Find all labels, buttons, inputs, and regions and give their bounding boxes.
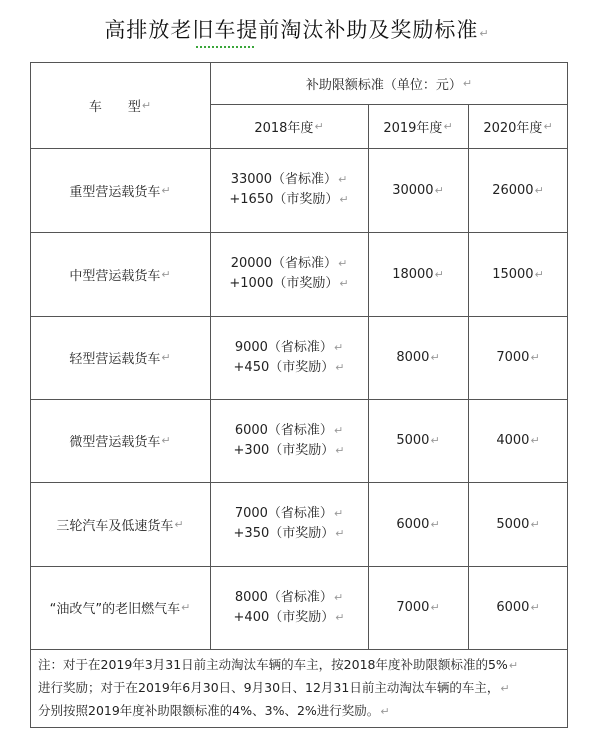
city-reward — [229, 274, 348, 294]
row-vehicle-type — [30, 566, 210, 649]
header-year-2019 — [368, 104, 468, 148]
row-subsidy-2019 — [368, 148, 468, 232]
row-subsidy-2018 — [210, 316, 368, 399]
city-reward-text: +400（市奖励） — [233, 609, 335, 625]
paragraph-mark: ↵ — [335, 610, 345, 624]
subsidy-table — [30, 62, 568, 728]
paragraph-mark: ↵ — [141, 98, 152, 112]
provincial-standard-text: 7000（省标准） — [234, 506, 333, 521]
header-subsidy-group — [210, 62, 568, 104]
header-year-2020-text: 2020年度 — [483, 120, 543, 136]
paragraph-mark: ↵ — [161, 434, 171, 447]
footnote-line — [38, 677, 562, 700]
vehicle-type-text: 轻型营运载货车 — [69, 352, 161, 367]
city-reward-text: +1650（市奖励） — [229, 192, 339, 207]
paragraph-mark: ↵ — [434, 183, 444, 197]
paragraph-mark: ↵ — [530, 434, 540, 447]
paragraph-mark: ↵ — [508, 659, 519, 672]
city-reward-text: +1000（市奖励） — [229, 276, 339, 291]
provincial-standard-text: 33000（省标准） — [230, 172, 338, 187]
paragraph-mark: ↵ — [543, 119, 553, 133]
paragraph-mark: ↵ — [479, 27, 490, 40]
subsidy-2020-text: 26000 — [492, 182, 534, 198]
city-reward-text: +350（市奖励） — [233, 526, 335, 541]
paragraph-mark: ↵ — [335, 527, 345, 540]
row-divider — [30, 649, 568, 650]
footnote-text: 进行奖励；对于在2019年6月30日、9月30日、12月31日前主动淘汰车辆的车主， — [38, 680, 500, 695]
paragraph-mark: ↵ — [430, 434, 440, 447]
paragraph-mark: ↵ — [534, 267, 544, 281]
header-year-2018 — [210, 104, 368, 148]
provincial-standard-text: 6000（省标准） — [234, 422, 333, 438]
header-year-2018-text: 2018年度 — [254, 120, 314, 136]
row-vehicle-type — [30, 399, 210, 482]
subsidy-2019-text: 6000 — [396, 516, 430, 532]
paragraph-mark: ↵ — [335, 443, 345, 457]
paragraph-mark: ↵ — [333, 423, 344, 437]
row-subsidy-2019 — [368, 399, 468, 482]
paragraph-mark: ↵ — [534, 183, 544, 197]
subsidy-2019-text: 8000 — [396, 350, 430, 365]
vehicle-type-text: “油改气”的老旧燃气车 — [49, 602, 181, 617]
row-subsidy-2018 — [210, 148, 368, 232]
subsidy-2019-text: 5000 — [396, 433, 430, 448]
provincial-standard — [235, 421, 343, 441]
paragraph-mark: ↵ — [430, 601, 440, 614]
paragraph-mark: ↵ — [430, 351, 440, 364]
header-year-2019-text: 2019年度 — [383, 120, 443, 136]
row-subsidy-2020 — [468, 566, 568, 649]
paragraph-mark: ↵ — [314, 119, 324, 133]
paragraph-mark: ↵ — [338, 173, 348, 186]
provincial-standard — [235, 504, 343, 524]
header-year-2020 — [468, 104, 568, 148]
provincial-standard — [235, 338, 343, 358]
header-subsidy-group-text: 补助限额标准（单位：元） — [305, 77, 462, 93]
paragraph-mark: ↵ — [443, 119, 453, 133]
city-reward — [234, 608, 345, 628]
footnote-text: 注：对于在2019年3月31日前主动淘汰车辆的车主，按2018年度补助限额标准的5% — [38, 657, 508, 672]
footnote-text: 分别按照2019年度补助限额标准的4%、3%、2%进行奖励。 — [38, 703, 380, 718]
paragraph-mark: ↵ — [339, 277, 349, 290]
row-subsidy-2018 — [210, 482, 368, 566]
row-vehicle-type — [30, 482, 210, 566]
paragraph-mark: ↵ — [161, 351, 171, 364]
spellcheck-underline — [196, 42, 254, 48]
paragraph-mark: ↵ — [161, 183, 171, 197]
provincial-standard — [231, 254, 348, 274]
paragraph-mark: ↵ — [338, 257, 348, 270]
city-reward — [234, 524, 345, 544]
row-subsidy-2020 — [468, 482, 568, 566]
paragraph-mark: ↵ — [335, 360, 345, 374]
row-subsidy-2019 — [368, 316, 468, 399]
city-reward — [234, 358, 345, 378]
row-subsidy-2020 — [468, 148, 568, 232]
subsidy-2020-text: 7000 — [496, 350, 530, 365]
paragraph-mark: ↵ — [500, 682, 510, 695]
city-reward — [229, 190, 348, 210]
paragraph-mark: ↵ — [174, 517, 184, 531]
subsidy-2020-text: 6000 — [496, 600, 530, 615]
vehicle-type-text: 三轮汽车及低速货车 — [56, 518, 174, 534]
row-subsidy-2019 — [368, 566, 468, 649]
title-text: 高排放老旧车提前淘汰补助及奖励标准 — [104, 18, 479, 42]
paragraph-mark: ↵ — [333, 340, 344, 354]
row-subsidy-2018 — [210, 232, 368, 316]
row-subsidy-2019 — [368, 232, 468, 316]
paragraph-mark: ↵ — [462, 76, 473, 90]
paragraph-mark: ↵ — [333, 507, 344, 520]
provincial-standard-text: 8000（省标准） — [234, 589, 333, 605]
city-reward-text: +450（市奖励） — [233, 359, 335, 375]
row-subsidy-2018 — [210, 399, 368, 482]
footnote-line — [38, 700, 562, 723]
table-border-bottom — [30, 727, 568, 728]
row-vehicle-type — [30, 148, 210, 232]
paragraph-mark: ↵ — [161, 267, 171, 281]
subsidy-2019-text: 30000 — [392, 182, 434, 198]
city-reward-text: +300（市奖励） — [233, 442, 335, 458]
header-vehicle-type-text: 车 型 — [88, 99, 141, 115]
footnote-line — [38, 654, 562, 677]
provincial-standard — [235, 588, 343, 608]
subsidy-2020-text: 4000 — [496, 433, 530, 448]
subsidy-2019-text: 7000 — [396, 600, 430, 615]
paragraph-mark: ↵ — [181, 601, 191, 614]
paragraph-mark: ↵ — [434, 267, 444, 281]
provincial-standard — [231, 170, 348, 190]
document-title — [0, 14, 594, 44]
provincial-standard-text: 9000（省标准） — [234, 339, 333, 355]
vehicle-type-text: 微型营运载货车 — [69, 435, 161, 450]
paragraph-mark: ↵ — [339, 193, 349, 206]
paragraph-mark: ↵ — [430, 517, 440, 531]
paragraph-mark: ↵ — [333, 590, 344, 604]
row-subsidy-2019 — [368, 482, 468, 566]
vehicle-type-text: 重型营运载货车 — [69, 184, 161, 200]
paragraph-mark: ↵ — [530, 351, 540, 364]
header-vehicle-type — [30, 62, 210, 148]
subsidy-2020-text: 15000 — [492, 266, 534, 282]
vehicle-type-text: 中型营运载货车 — [69, 268, 161, 284]
row-vehicle-type — [30, 232, 210, 316]
paragraph-mark: ↵ — [380, 705, 390, 718]
row-vehicle-type — [30, 316, 210, 399]
paragraph-mark: ↵ — [530, 517, 540, 531]
row-subsidy-2020 — [468, 399, 568, 482]
row-subsidy-2020 — [468, 316, 568, 399]
provincial-standard-text: 20000（省标准） — [230, 256, 338, 271]
subsidy-2019-text: 18000 — [392, 266, 434, 282]
row-subsidy-2018 — [210, 566, 368, 649]
paragraph-mark: ↵ — [530, 601, 540, 614]
row-subsidy-2020 — [468, 232, 568, 316]
footnote — [38, 654, 562, 723]
city-reward — [234, 441, 345, 461]
subsidy-2020-text: 5000 — [496, 516, 530, 532]
